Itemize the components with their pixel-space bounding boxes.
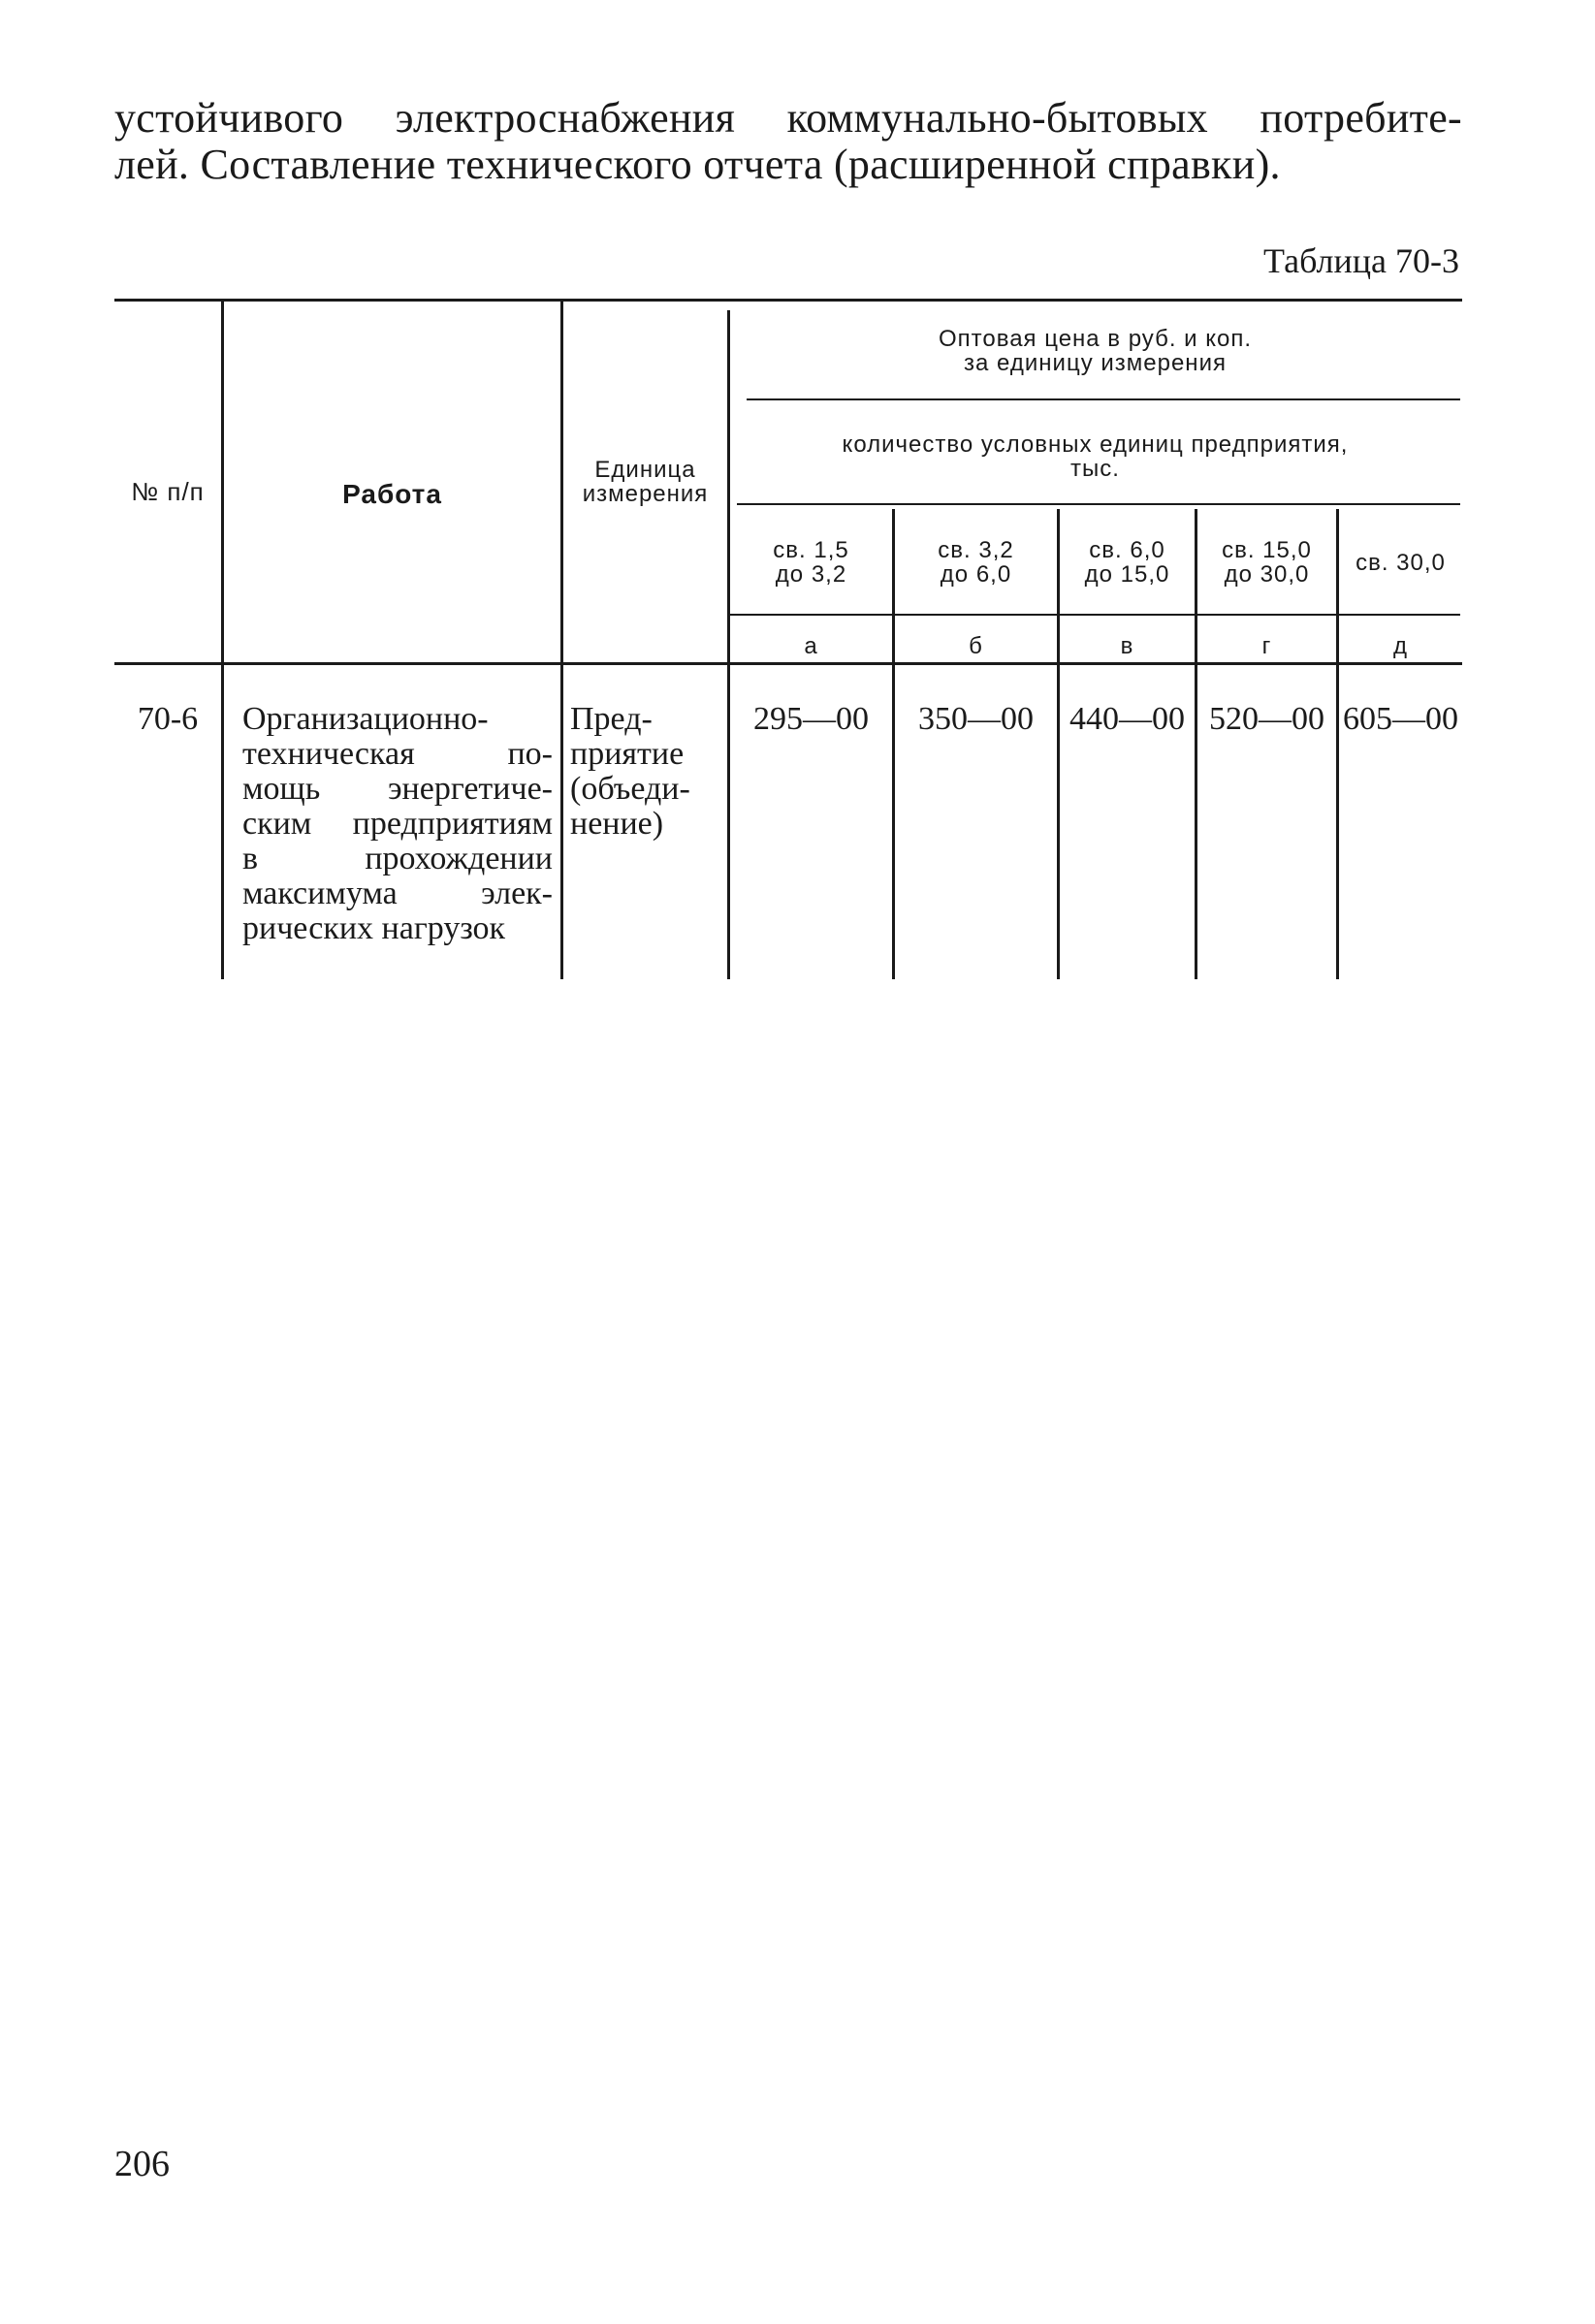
col-divider-2 <box>560 301 563 979</box>
header-num: № п/п <box>131 477 205 506</box>
intro-line-1: устойчивого электроснабжения коммунально-бытовых потребите- <box>114 94 1462 142</box>
header-work: Работа <box>342 479 442 509</box>
header-range-a-line2: до 3,2 <box>775 561 847 588</box>
table-header-bottom-rule <box>114 662 1462 665</box>
header-unit-text: Единица измерения <box>582 457 709 507</box>
work-line-4: ским предприятиям <box>242 806 553 842</box>
unit-line-3: (объеди- <box>570 771 690 807</box>
price-e: 605—00 <box>1343 701 1458 737</box>
price-group-rule <box>747 398 1460 400</box>
intro-line-2: лей. Составление технического отчета (расширенной справки). <box>114 141 1281 188</box>
row-unit <box>570 702 725 842</box>
header-range-d <box>1197 538 1336 587</box>
header-letter-a: а <box>804 633 818 659</box>
unit-line-2: приятие <box>570 736 685 772</box>
table-title: Таблица 70-3 <box>1263 241 1459 280</box>
header-range-c-line1: св. 6,0 <box>1089 537 1165 563</box>
header-range-e <box>1339 551 1462 575</box>
header-range-c <box>1060 538 1195 587</box>
work-line-3: мощь энергетиче- <box>242 771 553 807</box>
row-work-description <box>242 702 553 946</box>
work-line-5: в прохождении <box>242 841 553 876</box>
work-line-2: техническая по- <box>242 736 553 772</box>
header-quantity-group-line1: количество условных единиц предприятия, <box>842 431 1349 458</box>
header-range-b-line2: до 6,0 <box>940 561 1012 588</box>
price-a: 295—00 <box>753 701 869 737</box>
header-range-b-line1: св. 3,2 <box>938 537 1014 563</box>
range-row-rule <box>727 614 1460 616</box>
header-range-a-line1: св. 1,5 <box>773 537 849 563</box>
header-letter-d: г <box>1261 633 1272 659</box>
table-top-rule <box>114 299 1462 302</box>
row-num: 70-6 <box>137 701 199 737</box>
header-quantity-group <box>730 432 1460 481</box>
header-range-e-line1: св. 30,0 <box>1356 550 1446 576</box>
page-number: 206 <box>114 2144 170 2184</box>
header-range-b <box>895 538 1057 587</box>
header-letter-c: в <box>1120 633 1134 659</box>
price-d: 520—00 <box>1209 701 1324 737</box>
price-b: 350—00 <box>918 701 1034 737</box>
unit-line-1: Пред- <box>570 701 653 737</box>
price-c: 440—00 <box>1069 701 1185 737</box>
header-price-group-line1: Оптовая цена в руб. и коп. <box>938 326 1253 352</box>
header-range-d-line2: до 30,0 <box>1224 561 1310 588</box>
header-range-c-line2: до 15,0 <box>1084 561 1170 588</box>
header-unit <box>563 458 727 506</box>
col-divider-7 <box>1336 509 1339 979</box>
quantity-group-rule <box>737 503 1460 505</box>
header-price-group-line2: за единицу измерения <box>964 350 1227 376</box>
unit-line-4: нение) <box>570 806 664 842</box>
work-line-1: Организационно- <box>242 701 489 737</box>
header-quantity-group-line2: тыс. <box>1070 456 1120 482</box>
work-line-6: максимума элек- <box>242 875 553 911</box>
header-range-a <box>730 538 892 587</box>
header-range-d-line1: св. 15,0 <box>1222 537 1312 563</box>
intro-paragraph <box>114 95 1462 188</box>
header-letter-b: б <box>969 633 983 659</box>
header-price-group <box>730 327 1460 375</box>
work-line-7: рических нагрузок <box>242 910 506 946</box>
header-letter-e: д <box>1392 633 1408 659</box>
col-divider-1 <box>221 301 224 979</box>
